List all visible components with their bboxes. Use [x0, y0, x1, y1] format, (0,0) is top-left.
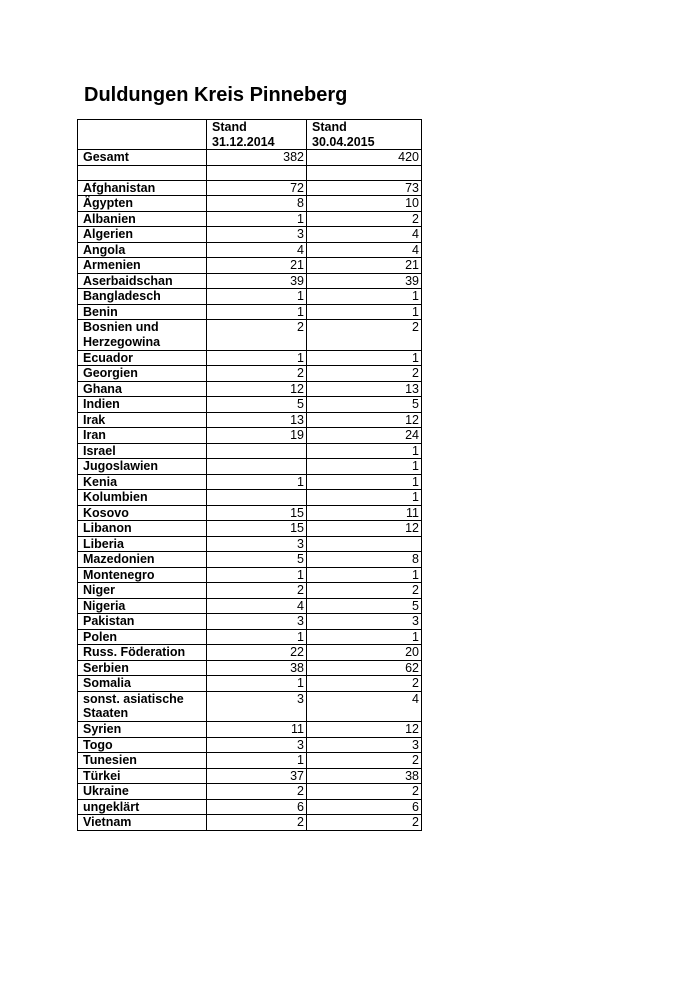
- value-2015: 2: [307, 583, 422, 599]
- value-2015: 1: [307, 289, 422, 305]
- table-row: [78, 412, 422, 428]
- country-name: Afghanistan: [78, 180, 207, 196]
- country-name: Kosovo: [78, 505, 207, 521]
- country-name: Ghana: [78, 381, 207, 397]
- column-header-2015-line2: 30.04.2015: [312, 134, 375, 149]
- country-name: Kenia: [78, 474, 207, 490]
- value-2015: 12: [307, 722, 422, 738]
- country-name: Syrien: [78, 722, 207, 738]
- table-body: [78, 150, 422, 831]
- country-name: Bangladesch: [78, 289, 207, 305]
- country-name: Türkei: [78, 768, 207, 784]
- country-name: Somalia: [78, 676, 207, 692]
- value-2015: 11: [307, 505, 422, 521]
- value-2014: 2: [207, 815, 307, 831]
- table-row: [78, 366, 422, 382]
- table-row: [78, 737, 422, 753]
- value-2014: 1: [207, 629, 307, 645]
- value-2015: 3: [307, 737, 422, 753]
- table-row: [78, 521, 422, 537]
- value-2014: 1: [207, 304, 307, 320]
- value-2015: 1: [307, 567, 422, 583]
- column-header-2015-line1: Stand: [312, 120, 347, 134]
- value-2014: 1: [207, 289, 307, 305]
- table-row: [78, 242, 422, 258]
- value-2014: 2: [207, 320, 307, 351]
- table-row: [78, 784, 422, 800]
- table-row: [78, 614, 422, 630]
- value-2014: [207, 490, 307, 506]
- table-row: [78, 196, 422, 212]
- value-2015: 8: [307, 552, 422, 568]
- table-row: [78, 676, 422, 692]
- value-2015: 12: [307, 412, 422, 428]
- spacer-cell: [307, 165, 422, 180]
- country-name: Armenien: [78, 258, 207, 274]
- country-name: Nigeria: [78, 598, 207, 614]
- spacer-cell: [207, 165, 307, 180]
- value-2015: 73: [307, 180, 422, 196]
- country-name: sonst. asiatische Staaten: [78, 691, 207, 722]
- table-row: [78, 474, 422, 490]
- table-row: [78, 505, 422, 521]
- column-header-2014: [207, 120, 307, 150]
- country-name: Iran: [78, 428, 207, 444]
- value-2015: 1: [307, 459, 422, 475]
- value-2014: 3: [207, 691, 307, 722]
- country-name: ungeklärt: [78, 799, 207, 815]
- value-2014: 21: [207, 258, 307, 274]
- value-2014: 4: [207, 242, 307, 258]
- value-2015: 13: [307, 381, 422, 397]
- value-2015: 4: [307, 242, 422, 258]
- table-row: [78, 722, 422, 738]
- value-2015: 1: [307, 474, 422, 490]
- value-2015: 2: [307, 784, 422, 800]
- total-row: [78, 150, 422, 166]
- total-value-2015: 420: [307, 150, 422, 166]
- value-2014: 1: [207, 211, 307, 227]
- table-row: [78, 443, 422, 459]
- table-row: [78, 397, 422, 413]
- table-header-row: [78, 120, 422, 150]
- table-row: [78, 583, 422, 599]
- value-2014: 3: [207, 737, 307, 753]
- value-2014: 1: [207, 753, 307, 769]
- value-2014: 1: [207, 676, 307, 692]
- header-empty-cell: [78, 120, 207, 150]
- spacer-row: [78, 165, 422, 180]
- table-row: [78, 815, 422, 831]
- country-name: Irak: [78, 412, 207, 428]
- table-row: [78, 660, 422, 676]
- country-name: Mazedonien: [78, 552, 207, 568]
- value-2014: 2: [207, 784, 307, 800]
- country-name: Tunesien: [78, 753, 207, 769]
- country-name: Kolumbien: [78, 490, 207, 506]
- country-name: Georgien: [78, 366, 207, 382]
- value-2014: 3: [207, 536, 307, 552]
- value-2014: 8: [207, 196, 307, 212]
- value-2015: 2: [307, 366, 422, 382]
- value-2014: 11: [207, 722, 307, 738]
- value-2015: 2: [307, 815, 422, 831]
- value-2015: 2: [307, 320, 422, 351]
- value-2015: 38: [307, 768, 422, 784]
- country-name: Russ. Föderation: [78, 645, 207, 661]
- value-2014: 38: [207, 660, 307, 676]
- value-2014: 6: [207, 799, 307, 815]
- table-row: [78, 691, 422, 722]
- country-name: Ukraine: [78, 784, 207, 800]
- country-name: Bosnien und Herzegowina: [78, 320, 207, 351]
- table-row: [78, 428, 422, 444]
- value-2014: 5: [207, 552, 307, 568]
- value-2015: 21: [307, 258, 422, 274]
- table-row: [78, 768, 422, 784]
- table-row: [78, 567, 422, 583]
- country-name: Angola: [78, 242, 207, 258]
- value-2014: 5: [207, 397, 307, 413]
- country-name: Vietnam: [78, 815, 207, 831]
- value-2014: 72: [207, 180, 307, 196]
- column-header-2014-line1: Stand: [212, 120, 247, 134]
- table-row: [78, 459, 422, 475]
- country-name: Israel: [78, 443, 207, 459]
- spacer-cell: [78, 165, 207, 180]
- table-row: [78, 629, 422, 645]
- value-2015: 1: [307, 490, 422, 506]
- country-name: Pakistan: [78, 614, 207, 630]
- country-name: Togo: [78, 737, 207, 753]
- table-row: [78, 598, 422, 614]
- value-2015: 10: [307, 196, 422, 212]
- country-name: Libanon: [78, 521, 207, 537]
- table-row: [78, 289, 422, 305]
- country-name: Algerien: [78, 227, 207, 243]
- value-2014: 4: [207, 598, 307, 614]
- table-row: [78, 211, 422, 227]
- value-2015: 1: [307, 350, 422, 366]
- country-name: Niger: [78, 583, 207, 599]
- value-2015: 4: [307, 691, 422, 722]
- value-2014: [207, 443, 307, 459]
- column-header-2015: [307, 120, 422, 150]
- table-row: [78, 799, 422, 815]
- value-2014: 13: [207, 412, 307, 428]
- value-2015: 2: [307, 676, 422, 692]
- value-2015: 1: [307, 629, 422, 645]
- country-name: Jugoslawien: [78, 459, 207, 475]
- table-row: [78, 304, 422, 320]
- value-2015: 1: [307, 304, 422, 320]
- value-2014: [207, 459, 307, 475]
- country-name: Indien: [78, 397, 207, 413]
- table-row: [78, 645, 422, 661]
- table-row: [78, 258, 422, 274]
- value-2015: 2: [307, 753, 422, 769]
- table-row: [78, 350, 422, 366]
- table-row: [78, 180, 422, 196]
- duldungen-table: [77, 119, 422, 831]
- value-2014: 3: [207, 614, 307, 630]
- value-2015: 2: [307, 211, 422, 227]
- table-row: [78, 320, 422, 351]
- page-title: Duldungen Kreis Pinneberg: [84, 84, 348, 106]
- value-2015: [307, 536, 422, 552]
- value-2014: 3: [207, 227, 307, 243]
- country-name: Polen: [78, 629, 207, 645]
- value-2015: 6: [307, 799, 422, 815]
- value-2014: 15: [207, 521, 307, 537]
- value-2014: 22: [207, 645, 307, 661]
- country-name: Montenegro: [78, 567, 207, 583]
- value-2014: 37: [207, 768, 307, 784]
- country-name: Benin: [78, 304, 207, 320]
- total-value-2014: 382: [207, 150, 307, 166]
- value-2015: 39: [307, 273, 422, 289]
- value-2014: 1: [207, 474, 307, 490]
- table-row: [78, 490, 422, 506]
- value-2015: 24: [307, 428, 422, 444]
- value-2015: 1: [307, 443, 422, 459]
- total-label: Gesamt: [78, 150, 207, 166]
- country-name: Albanien: [78, 211, 207, 227]
- value-2015: 4: [307, 227, 422, 243]
- value-2015: 5: [307, 397, 422, 413]
- value-2014: 2: [207, 366, 307, 382]
- value-2014: 1: [207, 567, 307, 583]
- table-row: [78, 753, 422, 769]
- table-row: [78, 381, 422, 397]
- table-row: [78, 273, 422, 289]
- value-2014: 15: [207, 505, 307, 521]
- value-2014: 1: [207, 350, 307, 366]
- value-2014: 2: [207, 583, 307, 599]
- value-2014: 19: [207, 428, 307, 444]
- value-2015: 20: [307, 645, 422, 661]
- column-header-2014-line2: 31.12.2014: [212, 134, 275, 149]
- value-2015: 3: [307, 614, 422, 630]
- table-row: [78, 227, 422, 243]
- country-name: Aserbaidschan: [78, 273, 207, 289]
- value-2015: 12: [307, 521, 422, 537]
- value-2014: 39: [207, 273, 307, 289]
- table-row: [78, 552, 422, 568]
- country-name: Ägypten: [78, 196, 207, 212]
- value-2015: 5: [307, 598, 422, 614]
- country-name: Serbien: [78, 660, 207, 676]
- country-name: Liberia: [78, 536, 207, 552]
- country-name: Ecuador: [78, 350, 207, 366]
- value-2015: 62: [307, 660, 422, 676]
- table-row: [78, 536, 422, 552]
- value-2014: 12: [207, 381, 307, 397]
